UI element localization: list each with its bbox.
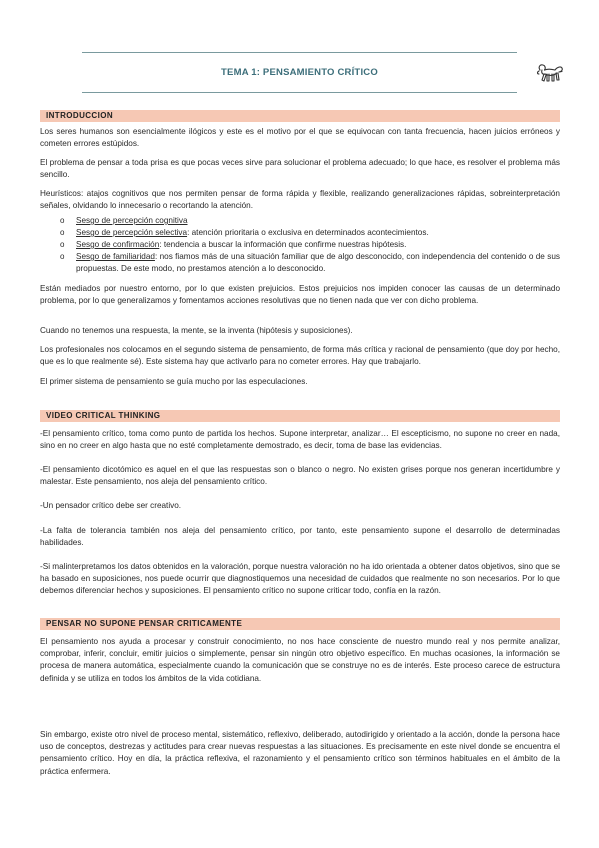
paragraph: Los seres humanos son esencialmente ilógicos y este es el motivo por el que se equivocan con tanta frecuencia, hacen juicios erróneos y cometen errores estúpidos. (40, 127, 560, 149)
list-item (40, 215, 560, 227)
bullet-icon: o (60, 252, 65, 261)
bias-term: Sesgo de percepción selectiva (76, 228, 188, 237)
bias-term: Sesgo de confirmación (76, 240, 160, 249)
paragraph: Heurísticos: atajos cognitivos que nos permiten pensar de forma rápida y flexible, realizando generalizaciones rápidas, sobreinterpretación señales, olvidando lo innecesario o recortando la atención. (40, 189, 560, 211)
dog-balloon-icon (535, 60, 567, 86)
bullet-icon: o (60, 216, 65, 225)
paragraph: El problema de pensar a toda prisa es que pocas veces sirve para solucionar el problema adecuado; lo que hace, es resolver el problema más sencillo. (40, 158, 560, 180)
bias-description: : nos fiamos más de una situación familiar que de algo desconocido, con independencia del contenido o de sus propuestas. De este modo, no prestamos atención a lo desconocido. (76, 252, 560, 273)
paragraph: Cuando no tenemos una respuesta, la mente, se la inventa (hipótesis y suposiciones). (40, 326, 353, 335)
section-title: INTRODUCCION (46, 111, 114, 120)
header-rule-top (82, 52, 517, 53)
bias-description: : atención prioritaria o exclusiva en determinados acontecimientos. (187, 228, 429, 237)
document-title: TEMA 1: PENSAMIENTO CRÍTICO (221, 67, 378, 78)
list-item (40, 239, 560, 251)
paragraph: El primer sistema de pensamiento se guía mucho por las especulaciones. (40, 377, 308, 386)
bullet-icon: o (60, 240, 65, 249)
paragraph: Están mediados por nuestro entorno, por lo que existen prejuicios. Estos prejuicios nos impiden conocer las causas de un determinado problema, por lo que generalizamos y fomentamos acciones resolutivas que no tienen nada que ver con dicho problema. (40, 284, 560, 306)
bias-term: Sesgo de percepción cognitiva (76, 216, 188, 225)
bias-list (40, 215, 560, 275)
list-item (40, 251, 560, 275)
paragraph: El pensamiento nos ayuda a procesar y construir conocimiento, no nos hace consciente de nuestro mundo real y nos permite analizar, comprobar, inferir, concluir, emitir juicios o simplemente, pensar sin ningún otro objetivo específico. En muchas ocasiones, la información se procesa de manera automática, especialmente cuando la comunicación que se construye no es de interés. Este proceso carece de estructura definida y se utiliza en todos los ámbitos de la vida cotidiana. (40, 637, 560, 683)
header-rule-bottom (82, 92, 517, 93)
section-title: VIDEO CRITICAL THINKING (46, 411, 161, 420)
bias-term: Sesgo de familiaridad (76, 252, 155, 261)
paragraph: -Si malinterpretamos los datos obtenidos en la valoración, porque nuestra valoración no ha ido orientada a obtener datos objetivos, sino que se ha basado en suposiciones, nos puede ocurrir que diagnostiquemos una necesidad de cuidados que realmente no son necesarios. Por lo que debemos diferenciar hechos y suposiciones. El pensamiento crítico no supone criticar todo, confía en la razón. (40, 562, 560, 596)
section-header-introduccion (40, 110, 560, 122)
paragraph: -El pensamiento dicotómico es aquel en el que las respuestas son o blanco o negro. No existen grises porque nos generan incertidumbre y malestar. Este pensamiento, nos aleja del pensamiento crítico. (40, 465, 560, 487)
paragraph: Los profesionales nos colocamos en el segundo sistema de pensamiento, de forma más crítica y racional de pensamiento (que doy por hecho, que es lo que realmente sé). Este sistema hay que activarlo para no cometer errores. Hay que trabajarlo. (40, 345, 560, 367)
section-header-pensar (40, 618, 560, 630)
section-header-video (40, 410, 560, 422)
paragraph: Sin embargo, existe otro nivel de proceso mental, sistemático, reflexivo, deliberado, autodirigido y orientado a la acción, donde la persona hace uso de conceptos, destrezas y actitudes para crear nuevas respuestas a las situaciones. Es precisamente en este nivel donde se encuentra el pensamiento crítico. Hoy en día, la práctica reflexiva, el razonamiento y el pensamiento crítico son términos habituales en el ámbito de la práctica enfermera. (40, 730, 560, 776)
paragraph: -El pensamiento crítico, toma como punto de partida los hechos. Supone interpretar, analizar… El escepticismo, no supone no creer en nada, sino en no creer en algo hasta que no esté completamente demostrado, es decir, toma de base las evidencias. (40, 429, 560, 451)
bullet-icon: o (60, 228, 65, 237)
section-title: PENSAR NO SUPONE PENSAR CRITICAMENTE (46, 619, 243, 628)
list-item (40, 227, 560, 239)
paragraph: -La falta de tolerancia también nos aleja del pensamiento crítico, por tanto, este pensamiento supone el desarrollo de determinadas habilidades. (40, 526, 560, 548)
paragraph: -Un pensador crítico debe ser creativo. (40, 501, 182, 510)
bias-description: : tendencia a buscar la información que confirme nuestras hipótesis. (159, 240, 407, 249)
